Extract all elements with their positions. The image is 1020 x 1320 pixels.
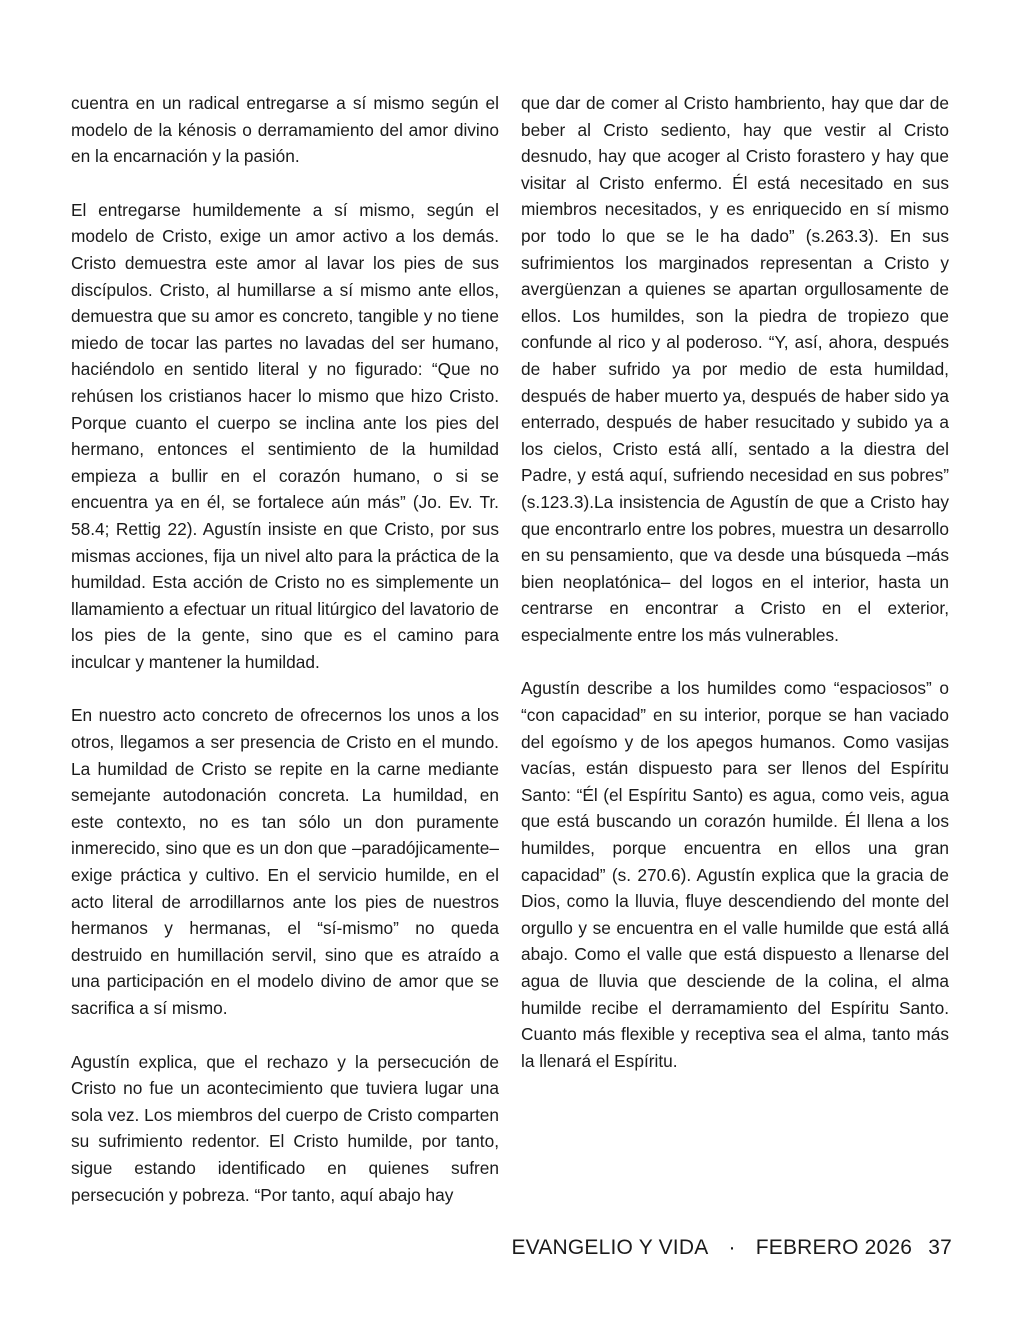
issue-date: FEBRERO 2026 [755,1236,913,1259]
body-paragraph: cuentra en un radical entregarse a sí mismo según el modelo de la kénosis o derramamiento del amor divino en la encarnación y la pasión. [71,93,499,167]
left-column [71,90,499,1235]
body-paragraph: El entregarse humildemente a sí mismo, según el modelo de Cristo, exige un amor activo a los demás. Cristo demuestra este amor al lavar los pies de sus discípulos. Cristo, al humillarse a sí mismo ante ellos, demuestra que su amor es concreto, tangible y no tiene miedo de tocar las partes no lavadas del ser humano, haciéndolo en sentido literal y no figurado: “Que no rehúsen los cristianos hacer lo mismo que hizo Cristo. Porque cuanto el cuerpo se inclina ante los pies del hermano, entonces el sentimiento de la humildad empieza a bullir en el corazón humano, o si se encuentra ya en él, se fortalece aún más” (Jo. Ev. Tr. 58.4; Rettig 22). Agustín insiste en que Cristo, por sus mismas acciones, fija un nivel alto para la práctica de la humildad. Esta acción de Cristo no es simplemente un llamamiento a efectuar un ritual litúrgico del lavatorio de los pies de la gente, sino que es el camino para inculcar y mantener la humildad. [71,199,499,672]
right-column [521,90,949,1101]
body-paragraph: que dar de comer al Cristo hambriento, hay que dar de beber al Cristo sediento, hay que vestir al Cristo desnudo, hay que acoger al Cristo forastero y hay que visitar al Cristo enfermo. Él está necesitado en sus miembros necesitados, y es enriquecido en sí mismo por todo lo que se le ha dado” (s.263.3). En sus sufrimientos los marginados representan a Cristo y avergüenzan a quienes se apartan orgullosamente de ellos. Los humildes, son la piedra de tropiezo que confunde al rico y al poderoso. “Y, así, ahora, después de haber sufrido ya por medio de esta humildad, después de haber muerto ya, después de haber sido ya enterrado, después de haber resucitado y subido ya a los cielos, Cristo está allí, sentado a la diestra del Padre, y está aquí, sufriendo necesidad en sus pobres” (s.123.3).La insistencia de Agustín de que a Cristo hay que encontrarlo entre los pobres, muestra un desarrollo en su pensamiento, que va desde una búsqueda –más bien neoplatónica– del logos en el interior, hasta un centrarse en encontrar a Cristo en el exterior, especialmente entre los más vulnerables. [521,93,949,645]
body-paragraph: En nuestro acto concreto de ofrecernos los unos a los otros, llegamos a ser presencia de Cristo en el mundo. La humildad de Cristo se repite en la carne mediante semejante autodonación concreta. La humildad, en este contexto, no es tan sólo un don puramente inmerecido, sino que es un don que –paradójicamente– exige práctica y cultivo. En el servicio humilde, en el acto literal de arrodillarnos ante los pies de nuestros hermanos y hermanas, el “sí-mismo” no queda destruido en humillación servil, sino que es atraído a una participación en el modelo divino de amor que se sacrifica a sí mismo. [71,705,499,1018]
footer-separator: · [728,1236,736,1259]
body-paragraph: Agustín explica, que el rechazo y la persecución de Cristo no fue un acontecimiento que tuviera lugar una sola vez. Los miembros del cuerpo de Cristo comparten su sufrimiento redentor. El Cristo humilde, por tanto, sigue estando identificado en quienes sufren persecución y pobreza. “Por tanto, aquí abajo hay [71,1051,499,1205]
body-paragraph: Agustín describe a los humildes como “espaciosos” o “con capacidad” en su interior, porque se han vaciado del egoísmo y de los apegos humanos. Como vasijas vacías, están dispuesto para ser llenos del Espíritu Santo: “Él (el Espíritu Santo) es agua, como veis, agua que está buscando un corazón humilde. Él llena a los humildes, porque encuentra en ellos una gran capacidad” (s. 270.6). Agustín explica que la gracia de Dios, como la lluvia, fluye descendiendo del monte del orgullo y se encuentra en el valle humilde que está allá abajo. Como el valle que está dispuesto a llenarse del agua de lluvia que desciende de la colina, el alma humilde recibe el derramamiento del Espíritu Santo. Cuanto más flexible y receptiva sea el alma, tanto más la llenará el Espíritu. [521,678,949,1071]
page-footer [0,1236,952,1260]
publication-name: EVANGELIO Y VIDA [511,1236,709,1259]
page-number: 37 [928,1236,952,1259]
